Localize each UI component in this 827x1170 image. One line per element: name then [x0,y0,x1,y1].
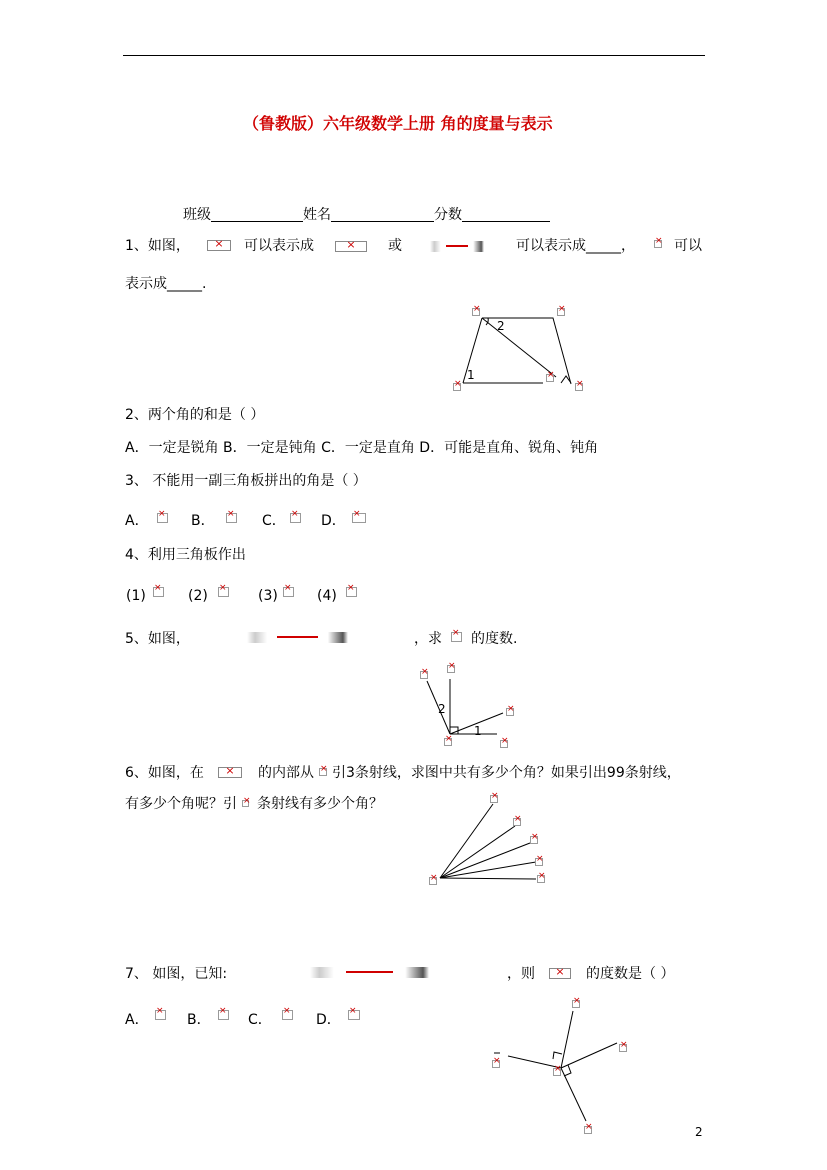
q5-stem-b: ，求 [414,631,442,647]
q6-line2-b: 条射线有多少个角？ [257,796,383,812]
q6-line2-a: 有多少个角呢？引 [125,796,237,812]
q2-stem: 2、两个角的和是（ ） [125,407,265,423]
q4-option-2: (2) [188,588,208,604]
q7-option-b: B． [187,1012,211,1028]
q3-option-a: A． [125,513,149,529]
q5-fig-label-2: 2 [438,702,446,716]
q1-text-e: 可以 [674,238,702,254]
q4-option-4: (4) [317,588,337,604]
vertex-label-icon [619,1044,627,1052]
q6-line1-a: 6、如图，在 [125,765,204,781]
q2-options: A．一定是锐角 B．一定是钝角 C．一定是直角 D．可能是直角、锐角、钝角 [125,440,599,456]
q4-option-3: (3) [258,588,278,604]
q7-option-d: D． [316,1012,341,1028]
page-number: 2 [695,1125,703,1139]
q7-option-c: C． [248,1012,272,1028]
q4-option-1: (1) [126,588,146,604]
q7-stem-a: 7、 如图，已知: [125,966,228,982]
q3-option-c: C． [262,513,286,529]
vertex-label-icon [553,1068,561,1076]
page-title: （鲁教版）六年级数学上册 角的度量与表示 [243,114,553,133]
q1-text-b: 可以表示成 [244,238,314,254]
q1-text-d: 可以表示成_____， [516,238,635,254]
q1-text-a: 1、如图， [125,238,190,254]
q3-option-d: D． [321,513,346,529]
q3-stem: 3、 不能用一副三角板拼出的角是（ ） [125,473,367,489]
score-label: 分数 [434,207,462,223]
q1-text-c: 或 [388,238,402,254]
q4-stem: 4、利用三角板作出 [125,547,246,563]
vertex-label-icon [572,1000,580,1008]
q5-stem-c: 的度数. [471,631,518,647]
q7-option-a: A． [125,1012,149,1028]
class-label: 班级 [183,207,211,223]
q7-stem-c: 的度数是（ ） [586,966,675,982]
q1-fig-label-2: 2 [497,319,505,333]
q6-line1-b: 的内部从 [258,765,314,781]
q1-fig-label-1: 1 [467,368,475,382]
vertex-label-icon [492,1060,500,1068]
q1-text-line2: 表示成_____. [125,276,207,292]
q6-line1-c: 引3条射线，求图中共有多少个角？如果引出99条射线， [332,765,681,781]
vertex-label-icon [584,1126,592,1134]
q5-fig-label-1: 1 [474,724,482,738]
q7-stem-b: ，则 [507,966,535,982]
q3-option-b: B． [191,513,215,529]
q5-stem-a: 5、如图， [125,631,190,647]
name-label: 姓名 [303,207,331,223]
